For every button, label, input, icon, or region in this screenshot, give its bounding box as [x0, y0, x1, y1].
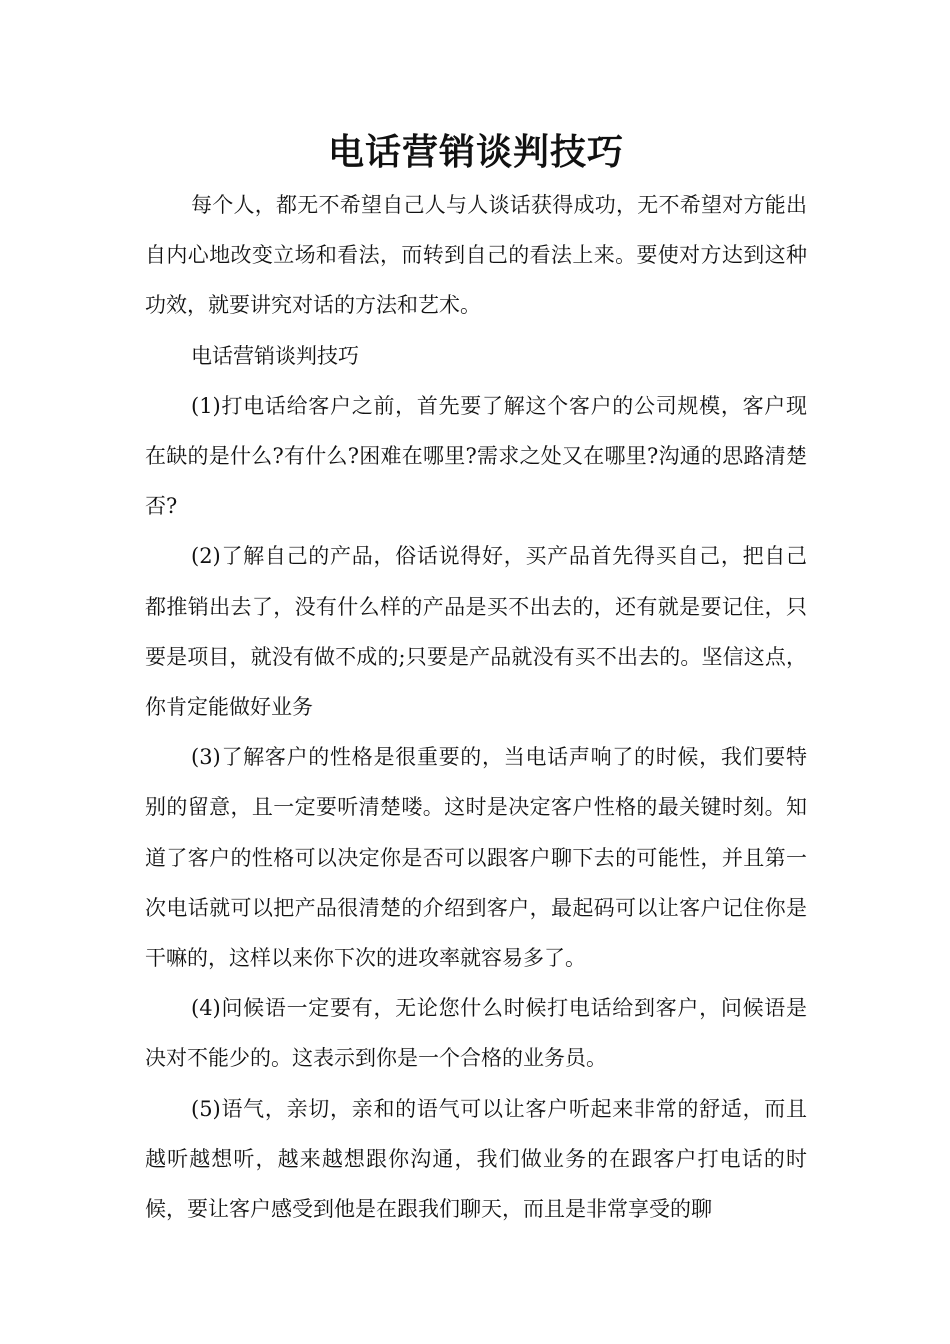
document-body — [145, 124, 807, 1234]
section-heading: 电话营销谈判技巧 — [191, 343, 359, 368]
tip-paragraph-1: (1)打电话给客户之前，首先要了解这个客户的公司规模，客户现在缺的是什么?有什么?困难在哪里?需求之处又在哪里?沟通的思路清楚否? — [145, 393, 807, 519]
tip-paragraph-4: (4)问候语一定要有，无论您什么时候打电话给到客户，问候语是决对不能少的。这表示到你是一个合格的业务员。 — [145, 996, 807, 1071]
tip-paragraph-2: (2)了解自己的产品，俗话说得好，买产品首先得买自己，把自己都推销出去了，没有什么样的产品是买不出去的，还有就是要记住，只要是项目，就没有做不成的;只要是产品就没有买不出去的。坚信这点，你肯定能做好业务 — [145, 544, 807, 720]
document-title: 电话营销谈判技巧 — [327, 131, 624, 173]
intro-paragraph: 每个人，都无不希望自己人与人谈话获得成功，无不希望对方能出自内心地改变立场和看法，而转到自己的看法上来。要使对方达到这种功效，就要讲究对话的方法和艺术。 — [145, 193, 807, 318]
tip-paragraph-5: (5)语气，亲切，亲和的语气可以让客户听起来非常的舒适，而且越听越想听，越来越想跟你沟通，我们做业务的在跟客户打电话的时候，要让客户感受到他是在跟我们聊天，而且是非常享受的聊 — [145, 1096, 807, 1222]
tip-paragraph-3: (3)了解客户的性格是很重要的，当电话声响了的时候，我们要特别的留意，且一定要听清楚喽。这时是决定客户性格的最关键时刻。知道了客户的性格可以决定你是否可以跟客户聊下去的可能性，并且第一次电话就可以把产品很清楚的介绍到客户，最起码可以让客户记住你是干嘛的，这样以来你下次的进攻率就容易多了。 — [145, 745, 807, 971]
